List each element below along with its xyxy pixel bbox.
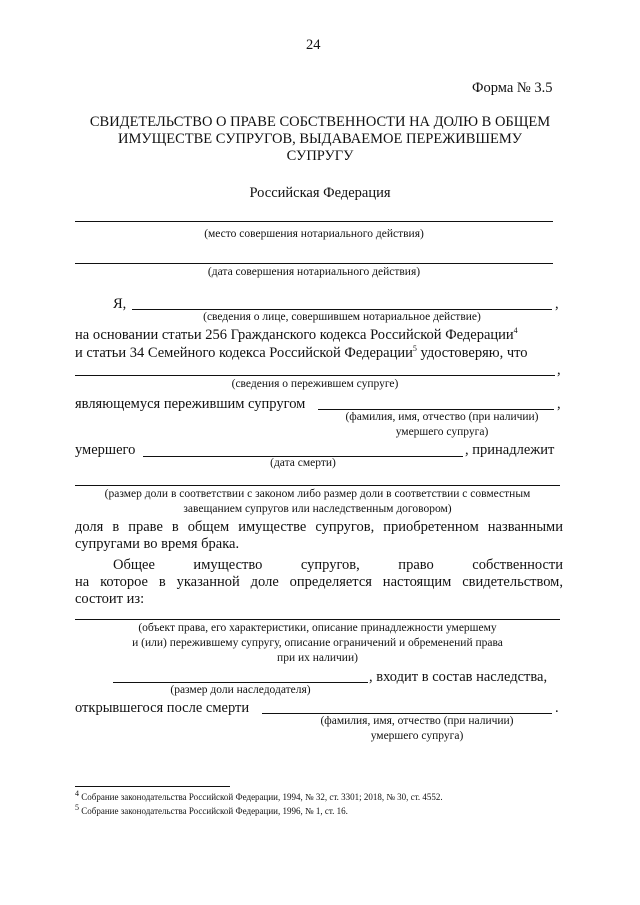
object-caption-2: и (или) пережившему супругу, описание ограничений и обременений права <box>132 637 503 649</box>
place-caption: (место совершения нотариального действия) <box>204 228 424 240</box>
property-text-3: состоит из: <box>75 591 145 607</box>
surviving-prefix: являющемуся пережившим супругом <box>75 396 306 412</box>
object-field-line[interactable] <box>75 619 560 620</box>
share-text-2: супругами во время брака. <box>75 536 240 552</box>
period: . <box>555 700 559 716</box>
basis-line-1: на основании статьи 256 Гражданского кодекса Российской Федерации$^4$ <box>75 326 518 343</box>
belongs-text: , принадлежит <box>465 442 555 458</box>
testator-share-field-line[interactable] <box>113 682 368 683</box>
object-caption-1: (объект права, его характеристики, описание принадлежности умершему <box>138 622 497 634</box>
share-text-1: доля в праве в общем имуществе супругов, приобретенном названными <box>75 519 563 535</box>
death-date-caption: (дата смерти) <box>270 457 336 469</box>
object-caption-3: при их наличии) <box>277 652 358 664</box>
footnote-4: $^4$ Собрание законодательства Российской Федерации, 1994, № 32, ст. 3301; 2018, № 30, ст. 4552. <box>75 789 443 802</box>
deceased-fio-caption-2: умершего супруга) <box>395 426 489 438</box>
place-field-line[interactable] <box>75 221 553 222</box>
deceased-fio-2-caption-2: умершего супруга) <box>370 730 464 742</box>
footnote-ref-5: 5 <box>412 344 417 354</box>
footnote-ref-4: 4 <box>513 326 518 336</box>
form-number: Форма № 3.5 <box>472 80 553 96</box>
surviving-info-field-line[interactable] <box>75 375 555 376</box>
ya-text: Я, <box>113 296 127 312</box>
comma-1: , <box>555 296 559 312</box>
opened-text: открывшегося после смерти <box>75 700 250 716</box>
notary-caption: (сведения о лице, совершившем нотариальное действие) <box>203 311 481 323</box>
property-text-1: Общее имущество супругов, право собственности <box>113 557 563 573</box>
deceased-prefix: умершего <box>75 442 136 458</box>
surviving-info-caption: (сведения о пережившем супруге) <box>231 378 399 390</box>
share-field-line[interactable] <box>75 485 560 486</box>
date-caption: (дата совершения нотариального действия) <box>207 266 421 278</box>
property-text-2: на которое в указанной доле определяется настоящим свидетельством, <box>75 574 563 590</box>
testator-share-caption: (размер доли наследодателя) <box>170 684 311 696</box>
comma-2: , <box>557 362 561 378</box>
title-line-3: СУПРУГУ <box>286 148 354 164</box>
title-line-1: СВИДЕТЕЛЬСТВО О ПРАВЕ СОБСТВЕННОСТИ НА ДОЛЮ В ОБЩЕМ <box>89 114 551 130</box>
notary-field-line[interactable] <box>132 309 552 310</box>
footnote-5: $^5$ Собрание законодательства Российской Федерации, 1996, № 1, ст. 16. <box>75 803 348 816</box>
title-line-2: ИМУЩЕСТВЕ СУПРУГОВ, ВЫДАВАЕМОЕ ПЕРЕЖИВШЕМУ <box>117 131 523 147</box>
deceased-fio-caption-1: (фамилия, имя, отчество (при наличии) <box>345 411 539 423</box>
comma-3: , <box>557 396 561 412</box>
share-caption-1: (размер доли в соответствии с законом либо размер доли в соответствии с совместным <box>104 488 531 500</box>
footnote-separator <box>75 786 230 787</box>
deceased-fio-2-caption-1: (фамилия, имя, отчество (при наличии) <box>320 715 514 727</box>
deceased-fio-2-field-line[interactable] <box>262 713 552 714</box>
country: Российская Федерация <box>249 185 391 201</box>
date-field-line[interactable] <box>75 263 553 264</box>
page-number: 24 <box>306 37 321 53</box>
share-caption-2: завещанием супругов или наследственным договором) <box>183 503 452 515</box>
basis-line-2: и статьи 34 Семейного кодекса Российской Федерации$^5$ удостоверяю, что <box>75 344 528 361</box>
deceased-fio-field-line[interactable] <box>318 409 554 410</box>
enters-text: , входит в состав наследства, <box>369 669 548 685</box>
